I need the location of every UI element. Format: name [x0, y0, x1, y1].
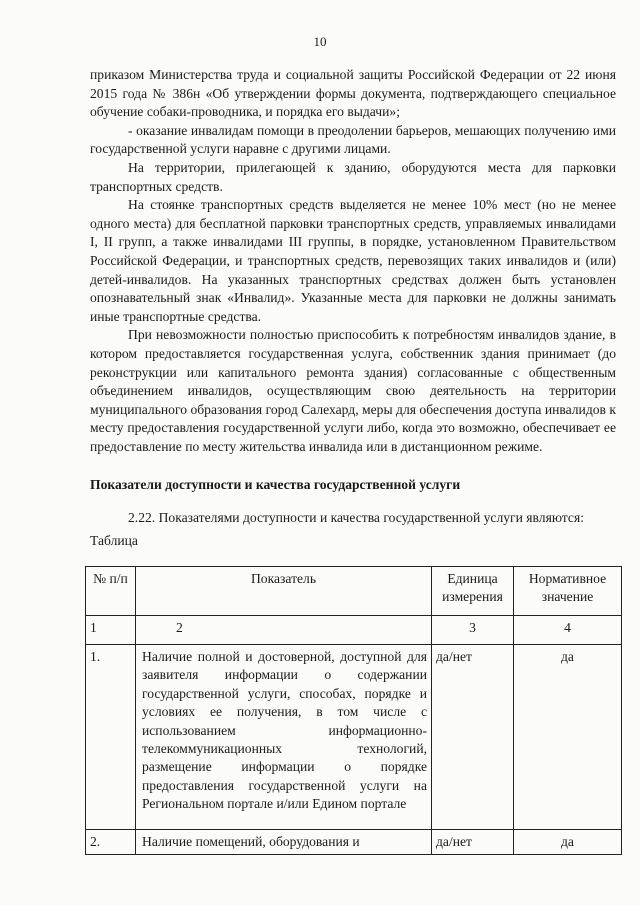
paragraph-assistance: - оказание инвалидам помощи в преодолении барьеров, мешающих получению ими государственной услуги наравне с другими лицами. [90, 122, 616, 157]
paragraph-parking-quota: На стоянке транспортных средств выделяется не менее 10% мест (но не менее одного места) для бесплатной парковки транспортных средств, управляемых инвалидами I, II групп, а также инвалидами III группы, в порядке, установленном Правительством Российской Федерации, и транспортных средств, перевозящих таких инвалидов и (или) детей-инвалидов. На указанных транспортных средствах должен быть установлен опознавательный знак «Инвалид». Указанные места для парковки не должны занимать иные транспортные средства. [90, 197, 616, 324]
table-header-row [86, 567, 622, 616]
row-value: да [514, 645, 622, 830]
row-value: да [514, 830, 622, 855]
row-number: 2. [86, 830, 136, 855]
row-unit: да/нет [432, 645, 514, 830]
paragraph-building-adaptation: При невозможности полностью приспособить к потребностям инвалидов здание, в котором предоставляется государственная услуга, собственник здания принимает (до реконструкции или капитального ремонта здания) согласованные с общественным объединением инвалидов, осуществляющим свою деятельность на территории муниципального образования город Салехард, меры для обеспечения доступа инвалидов к месту предоставления государственной услуги либо, когда это возможно, обеспечивает ее предоставление по месту жительства инвалида или в дистанционном режиме. [90, 327, 616, 454]
index-cell: 4 [514, 616, 622, 645]
table-index-row [86, 616, 622, 645]
index-cell: 2 [136, 616, 432, 645]
paragraph-order-reference: приказом Министерства труда и социальной защиты Российской Федерации от 22 июня 2015 года № 386н «Об утверждении формы документа, подтверждающего специальное обучение собаки-проводника, и порядка его выдачи»; [90, 67, 616, 120]
row-indicator: Наличие полной и достоверной, доступной для заявителя информации о содержании государственной услуги, способах, порядке и условиях ее получения, в том числе с использованием информационно-телекоммуникационных технологий, размещение информации о порядке предоставления государственной услуги на Региональном портале и/или Едином портале [136, 645, 432, 830]
document-body [90, 66, 616, 550]
section-title: Показатели доступности и качества государственной услуги [90, 477, 461, 493]
header-indicator: Показатель [136, 567, 432, 616]
index-cell: 1 [86, 616, 136, 645]
header-norm-value: Нормативное значение [514, 567, 622, 616]
paragraph-parking-territory: На территории, прилегающей к зданию, оборудуются места для парковки транспортных средств. [90, 159, 616, 194]
table-row [86, 645, 622, 830]
section-intro: 2.22. Показателями доступности и качества государственной услуги являются: [128, 510, 584, 526]
header-unit: Единица измерения [432, 567, 514, 616]
row-indicator: Наличие помещений, оборудования и [136, 830, 432, 855]
index-cell: 3 [432, 616, 514, 645]
row-number: 1. [86, 645, 136, 830]
table-caption: Таблица [90, 532, 138, 548]
header-number: № п/п [86, 567, 136, 616]
table-row [86, 830, 622, 855]
row-unit: да/нет [432, 830, 514, 855]
indicators-table [85, 566, 622, 855]
page-number: 10 [313, 34, 327, 49]
